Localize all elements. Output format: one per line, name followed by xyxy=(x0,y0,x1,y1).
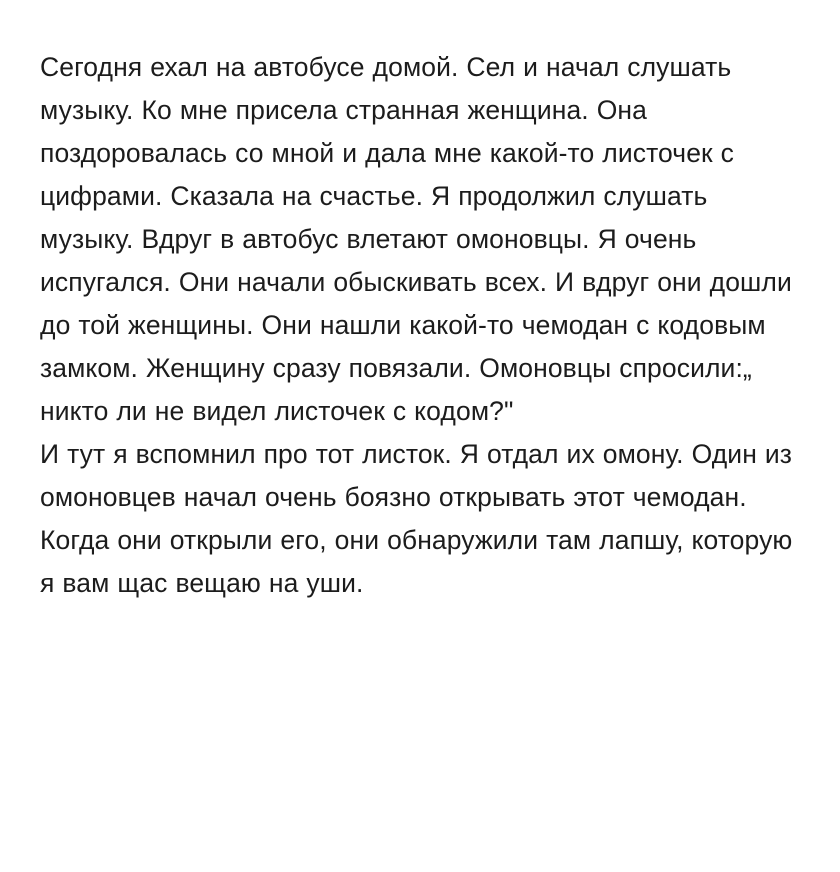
story-text-block xyxy=(40,46,800,605)
paragraph-1: Сегодня ехал на автобусе домой. Сел и начал слушать музыку. Ко мне присела странная женщина. Она поздоровалась со мной и дала мне какой-то листочек с цифрами. Сказала на счастье. Я продолжил слушать музыку. Вдруг в автобус влетают омоновцы. Я очень испугался. Они начали обыскивать всех. И вдруг они дошли до той женщины. Они нашли какой-то чемодан с кодовым замком. Женщину сразу повязали. Омоновцы спросили:„ никто ли не видел листочек с кодом?" xyxy=(40,52,792,426)
paragraph-2: И тут я вспомнил про тот листок. Я отдал их омону. Один из омоновцев начал очень боязно открывать этот чемодан. Когда они открыли его, они обнаружили там лапшу, которую я вам щас вещаю на уши. xyxy=(40,439,793,598)
